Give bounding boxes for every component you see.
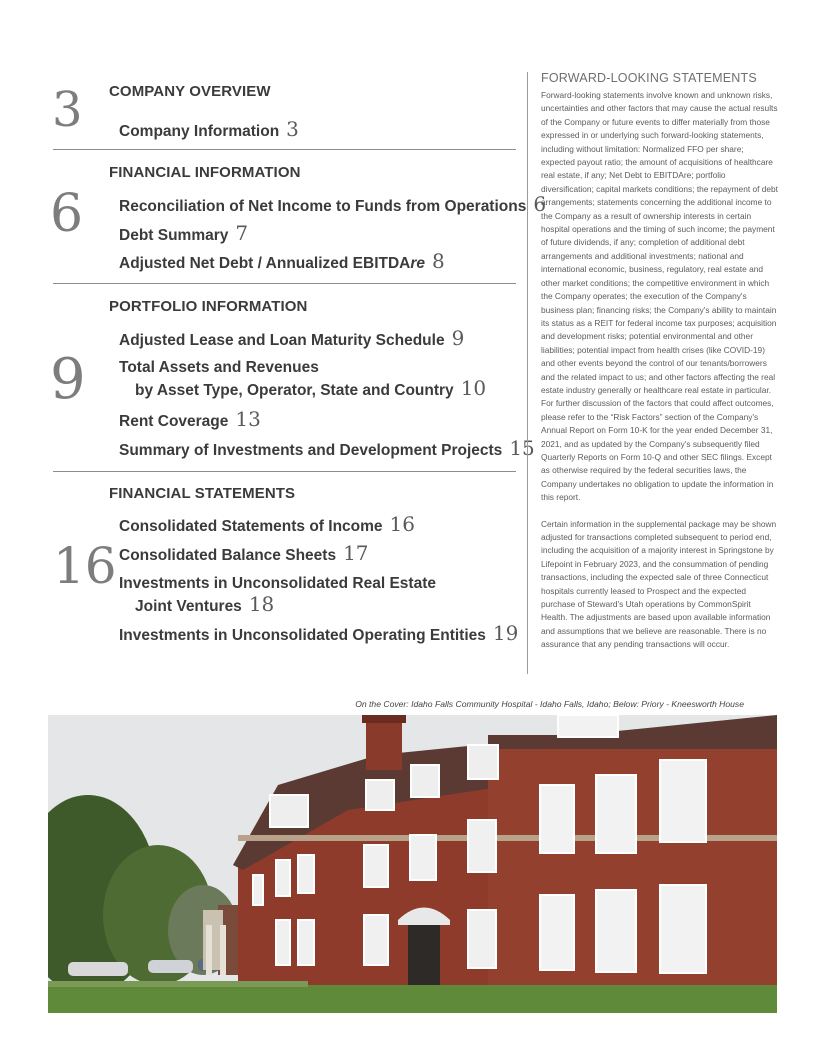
forward-looking-paragraph-1: Forward-looking statements involve known and unknown risks, uncertainties and other factors that may cause the actual results of the Company or future events to differ materially from those expressed in or underlying such forward-looking statements, including without limitation: Normalized FFO per share; expected payout ratio; the amount of acquisitions of healthcare real estate, if any; Net Debt to EBITDAre; portfolio diversification; capital markets conditions; the repayment of debt arrangements; statements concerning the additional income to the Company as a result of ownership interests in certain hospital operations and the timing of such income; the payment of future dividends, if any; completion of additional debt arrangements and additional investments; national and international economic, business, regulatory, real estate and other market conditions; the competitive environment in which the Company operates; the execution of the Company's business plan; financing risks; the Company's ability to maintain its status as a REIT for federal income tax purposes; acquisition and development risks; potential environmental and other liabilities; potential impact from health crises (like COVID-19) and other events beyond the control of our tenants/borrowers and the related impact to us; and other factors affecting the real estate industry generally or healthcare real estate in particular. For further discussion of the factors that could affect outcomes, please refer to the “Risk Factors” section of the Company's Annual Report on Form 10-K for the year ended December 31, 2021, and as updated by the Company's subsequently filed Quarterly Reports on Form 10-Q and other SEC filings. Except as otherwise required by the federal securities laws, the Company undertakes no obligation to update the information in this report. (541, 90, 778, 503)
toc-item-label: Company Information (119, 123, 280, 140)
toc-item-investments-development[interactable] (119, 436, 535, 460)
toc-item-page: 15 (509, 436, 535, 460)
toc-item-page: 13 (235, 407, 261, 431)
section-number: 9 (50, 347, 86, 412)
toc-item-label: Consolidated Balance Sheets (119, 547, 337, 564)
toc-item-real-estate-jv[interactable] (119, 574, 436, 616)
toc-item-label: Adjusted Net Debt / Annualized EBITDA (119, 255, 411, 272)
toc-item-statements-income[interactable] (119, 512, 415, 536)
toc-item-label-line2: by Asset Type, Operator, State and Country (135, 382, 454, 399)
toc-item-label: Investments in Unconsolidated Real Estate (119, 575, 436, 592)
toc-item-page: 10 (460, 376, 487, 400)
toc-item-page: 19 (492, 621, 519, 645)
toc-item-label: Consolidated Statements of Income (119, 518, 383, 535)
toc-item-label: Debt Summary (119, 227, 229, 244)
toc-item-operating-entities[interactable] (119, 621, 518, 645)
toc-item-label: Investments in Unconsolidated Operating Entities (119, 627, 486, 644)
toc-item-label: Total Assets and Revenues (119, 359, 319, 376)
section-number: 3 (52, 82, 83, 138)
toc-item-page: 9 (451, 326, 465, 350)
forward-looking-paragraph-2: Certain information in the supplemental package may be shown adjusted for transactions completed subsequent to period end, including the acquisition of a majority interest in Springstone by Lifepoint in February 2023, and the consummation of pending transactions, including the expected sale of three Connecticut hospitals currently leased to Prospect and the expected purchase of Steward's Utah operations by CommonSpirit Health. The adjustments are based upon available information and assumptions that we believe are reasonable. There is no assurance that any pending transactions will occur. (541, 518, 777, 650)
toc-item-page: 18 (248, 592, 275, 616)
section-number: 6 (50, 184, 84, 244)
section-title: PORTFOLIO INFORMATION (109, 298, 308, 315)
toc-item-page: 6 (533, 192, 547, 216)
section-title: COMPANY OVERVIEW (109, 83, 271, 100)
photo-caption: On the Cover: Idaho Falls Community Hospital - Idaho Falls, Idaho; Below: Priory - Kneesworth House (355, 699, 744, 709)
toc-item-page: 7 (235, 221, 249, 245)
section-title: FINANCIAL INFORMATION (109, 164, 301, 181)
section-title: FINANCIAL STATEMENTS (109, 485, 296, 502)
toc-item-total-assets[interactable] (119, 358, 486, 400)
toc-item-label-suffix: re (410, 255, 426, 272)
building-photo (48, 715, 777, 1013)
toc-item-company-information[interactable] (119, 117, 299, 141)
toc-item-rent-coverage[interactable] (119, 407, 261, 431)
column-divider (527, 72, 528, 674)
toc-item-adjusted-net-debt[interactable] (119, 249, 445, 273)
toc-item-label-line2: Joint Ventures (135, 598, 242, 615)
toc-item-label: Rent Coverage (119, 413, 229, 430)
forward-looking-statements (541, 71, 779, 652)
toc-item-balance-sheets[interactable] (119, 541, 369, 565)
section-divider (53, 471, 516, 472)
toc-item-page: 8 (432, 249, 445, 273)
section-number: 16 (53, 537, 117, 595)
toc-item-maturity-schedule[interactable] (119, 326, 464, 350)
section-divider (53, 149, 516, 150)
toc-item-page: 16 (389, 512, 415, 536)
toc-item-label: Summary of Investments and Development Projects (119, 442, 503, 459)
forward-looking-title: FORWARD-LOOKING STATEMENTS (541, 71, 757, 85)
toc-item-label: Reconciliation of Net Income to Funds from Operations (119, 198, 527, 215)
toc-item-reconciliation[interactable] (119, 192, 546, 216)
section-divider (53, 283, 516, 284)
toc-item-debt-summary[interactable] (119, 221, 248, 245)
toc-item-page: 3 (286, 117, 299, 141)
toc-item-page: 17 (343, 541, 369, 565)
toc-item-label: Adjusted Lease and Loan Maturity Schedule (119, 332, 445, 349)
